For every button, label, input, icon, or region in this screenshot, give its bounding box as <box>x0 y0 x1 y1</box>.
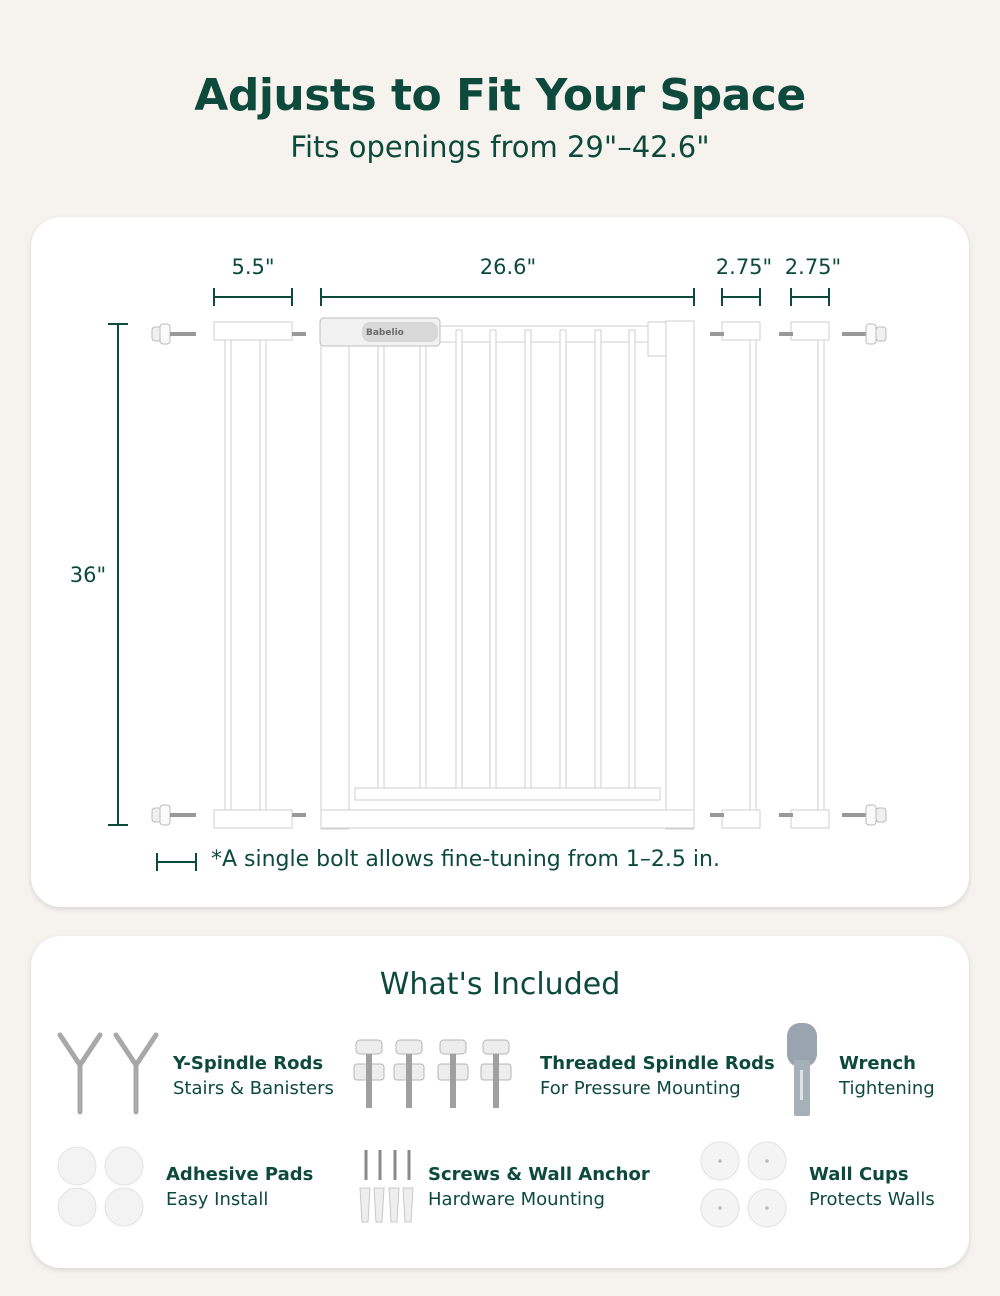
item-desc-threaded-spindle: For Pressure Mounting <box>540 1078 741 1099</box>
item-name-adhesive-pads: Adhesive Pads <box>166 1164 314 1185</box>
item-name-threaded-spindle: Threaded Spindle Rods <box>540 1053 775 1074</box>
adhesive-pads-icon <box>58 1147 143 1226</box>
item-desc-y-spindle: Stairs & Banisters <box>173 1078 334 1099</box>
item-name-screws: Screws & Wall Anchor <box>428 1164 650 1185</box>
item-name-wall-cups: Wall Cups <box>809 1164 909 1185</box>
included-title: What's Included <box>379 967 621 1002</box>
height-label: 36" <box>69 563 107 587</box>
item-name-wrench: Wrench <box>839 1053 916 1074</box>
wrench-icon <box>787 1023 817 1116</box>
wall-cups-icon <box>701 1142 786 1227</box>
threaded-spindle-rods-icon <box>354 1040 511 1108</box>
page-subtitle: Fits openings from 29"–42.6" <box>290 130 710 164</box>
page-title: Adjusts to Fit Your Space <box>194 70 806 121</box>
fine-tuning-note: *A single bolt allows fine-tuning from 1–2.5 in. <box>211 847 720 872</box>
item-desc-wall-cups: Protects Walls <box>809 1189 935 1210</box>
brand-logo: Babelio <box>366 328 404 338</box>
y-spindle-rods-icon <box>60 1035 156 1112</box>
extension-2-75-label-a: 2.75" <box>715 255 773 279</box>
item-desc-adhesive-pads: Easy Install <box>166 1189 269 1210</box>
item-desc-screws: Hardware Mounting <box>428 1189 605 1210</box>
item-name-y-spindle: Y-Spindle Rods <box>173 1053 324 1074</box>
gate-width-label: 26.6" <box>479 255 537 279</box>
item-desc-wrench: Tightening <box>839 1078 935 1099</box>
extension-2-75-label-b: 2.75" <box>784 255 842 279</box>
screws-wall-anchor-icon <box>360 1150 413 1222</box>
extension-5-5-label: 5.5" <box>231 255 275 279</box>
